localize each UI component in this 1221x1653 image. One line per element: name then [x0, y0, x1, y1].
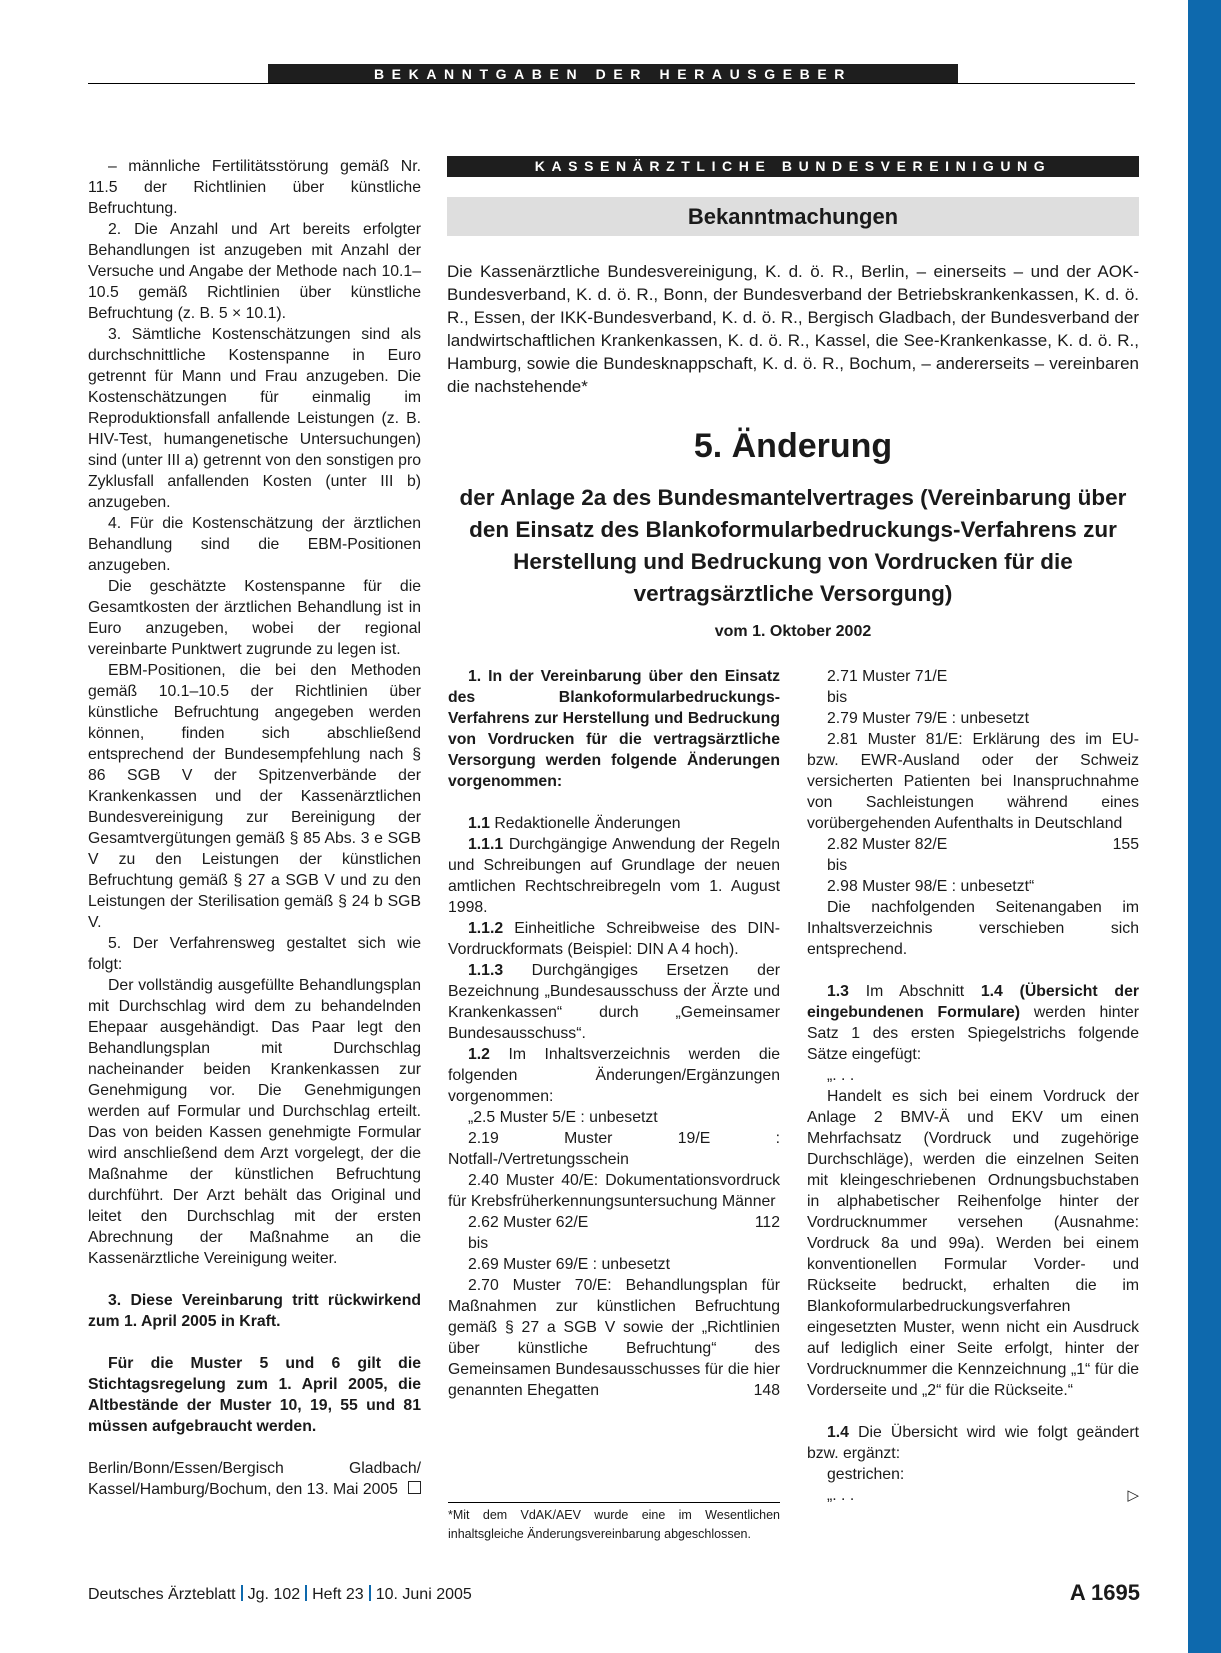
footer-separator	[305, 1585, 307, 1601]
toc-entry: „2.5 Muster 5/E : unbesetzt	[468, 1109, 658, 1126]
section-1-3: 1.3 Im Abschnitt 1.4 (Übersicht der eingebundenen Formulare) werden hinter Satz 1 des ersten Spiegelstrichs folgende Sätze eingefügt:	[807, 983, 1140, 1063]
toc-entry: 2.62 Muster 62/E	[468, 1214, 589, 1231]
middle-column	[448, 666, 780, 1401]
toc-entry: 2.98 Muster 98/E : unbesetzt“	[827, 878, 1035, 895]
quote-open: „. . .	[827, 1067, 855, 1084]
page-footer	[88, 1584, 472, 1606]
journal-volume: Jg. 102	[247, 1586, 301, 1603]
continue-arrow-icon: ▷	[1127, 1487, 1139, 1504]
toc-entry: 2.69 Muster 69/E : unbesetzt	[468, 1256, 670, 1273]
footer-separator	[369, 1585, 371, 1601]
article-date: vom 1. Oktober 2002	[714, 623, 872, 640]
section-banner: BEKANNTGABEN DER HERAUSGEBER	[268, 64, 958, 84]
toc-page-number: 155	[1112, 836, 1139, 853]
continued-line: „. . . ▷	[827, 1487, 1139, 1504]
section-1-1-3: 1.1.3 Durchgängiges Ersetzen der Bezeichnung „Bundesausschuss der Ärzte und Krankenkassen“ durch „Gemeinsamer Bundesausschuss“.	[448, 962, 780, 1042]
section-1-1: 1.1 Redaktionelle Änderungen	[468, 815, 681, 832]
lead-paragraph: 1. In der Vereinbarung über den Einsatz des Blankoformularbedruckungs-Verfahrens zur Herstellung und Bedruckung von Vordrucken für die vertragsärztliche Versorgung werden folgende Änderungen vorgenommen:	[448, 668, 780, 790]
signature-place-date: Berlin/Bonn/Essen/Bergisch Gladbach/ Kassel/Hamburg/Bochum, den 13. Mai 2005	[88, 1460, 421, 1498]
toc-entry: 2.82 Muster 82/E	[827, 836, 948, 853]
issue-date: 10. Juni 2005	[375, 1586, 472, 1603]
intro-paragraph: Die Kassenärztliche Bundesvereinigung, K. d. ö. R., Berlin, – einerseits – und der AOK-Bundesverband, K. d. ö. R., Bonn, der Bundesverband der Betriebskrankenkassen, K. d. ö. R., Essen, der IKK-Bundesverband, K. d. ö. R., Bergisch Gladbach, der Bundesverband der landwirtschaftlichen Krankenkassen, K. d. ö. R., Kassel, die See-Krankenkasse, K. d. ö. R., Hamburg, sowie die Bundesknappschaft, K. d. ö. R., Bochum, – andererseits – vereinbaren die nachstehende*	[447, 262, 1139, 396]
announcements-heading: Bekanntmachungen	[447, 197, 1139, 236]
toc-entry: bis	[468, 1235, 489, 1252]
toc-entry: 2.19 Muster 19/E : Notfall-/Vertretungsschein	[448, 1130, 780, 1168]
struck-label: gestrichen:	[827, 1466, 905, 1483]
right-column	[807, 666, 1139, 1506]
toc-page-number: 112	[754, 1214, 780, 1231]
paragraph: 5. Der Verfahrensweg gestaltet sich wie folgt:	[88, 935, 421, 973]
article-title: 5. Änderung	[693, 427, 893, 465]
section-1-2: 1.2 Im Inhaltsverzeichnis werden die folgenden Änderungen/Ergänzungen vorgenommen:	[448, 1046, 780, 1105]
paragraph: – männliche Fertilitätsstörung gemäß Nr. 11.5 der Richtlinien über künstliche Befruchtung.	[88, 158, 421, 217]
paragraph: 2. Die Anzahl und Art bereits erfolgter Behandlungen ist anzugeben mit Anzahl der Versuche und Angabe der Methode nach 10.1–10.5 gemäß Richtlinien über künstliche Befruchtung (z. B. 5 × 10.1).	[88, 221, 421, 322]
toc-entry: 2.71 Muster 71/E	[827, 668, 948, 685]
footnote-rule	[448, 1502, 780, 1503]
effective-date-paragraph: 3. Diese Vereinbarung tritt rückwirkend zum 1. April 2005 in Kraft.	[88, 1292, 421, 1330]
kbv-banner: KASSENÄRZTLICHE BUNDESVEREINIGUNG	[447, 156, 1139, 177]
journal-name: Deutsches Ärzteblatt	[88, 1586, 236, 1603]
footnote: *Mit dem VdAK/AEV wurde eine im Wesentlichen inhaltsgleiche Änderungsvereinbarung abgeschlossen.	[448, 1508, 780, 1541]
paragraph: Der vollständig ausgefüllte Behandlungsplan mit Durchschlag wird dem zu behandelnden Ehepaar ausgehändigt. Das Paar legt den Behandlungsplan mit Durchschlag nacheinander beiden Krankenkassen zur Genehmigung vor. Die Genehmigungen werden auf Formular und Durchschlag erteilt. Das von beiden Kassen genehmigte Formular wird anschließend dem Arzt vorgelegt, der die Maßnahme der künstlichen Befruchtung durchführt. Der Arzt behält das Original und leitet den Durchschlag mit der ersten Abrechnung der Maßnahme an die Kassenärztliche Vereinigung weiter.	[88, 977, 421, 1267]
paragraph: 4. Für die Kostenschätzung der ärztlichen Behandlung sind die EBM-Positionen anzugeben.	[88, 515, 421, 574]
paragraph: 3. Sämtliche Kostenschätzungen sind als durchschnittliche Kostenspanne in Euro getrennt für Mann und Frau anzugeben. Die Kostenschätzungen für einmalig im Reproduktionsfall anfallende Leistungen (z. B. HIV-Test, humangenetische Untersuchungen) sind (unter III a) getrennt von den sonstigen pro Zyklusfall anfallenden Kosten (unter III b) anzugeben.	[88, 326, 421, 511]
section-1-4: 1.4 Die Übersicht wird wie folgt geändert bzw. ergänzt:	[807, 1424, 1139, 1462]
paragraph: EBM-Positionen, die bei den Methoden gemäß 10.1–10.5 der Richtlinien über künstliche Befruchtung angegeben werden können, finden sich abschließend entsprechend der Bundesempfehlung nach § 86 SGB V der Spitzenverbände der Krankenkassen und der Kassenärztlichen Bundesvereinigung zur Bereinigung der Gesamtvergütungen gemäß § 85 Abs. 3 e SGB V zu den Leistungen der künstlichen Befruchtung gemäß § 27 a SGB V und zu den Leistungen der Sterilisation gemäß § 24 b SGB V.	[88, 662, 421, 931]
article-subtitle: der Anlage 2a des Bundesmantelvertrages (Vereinbarung über den Einsatz des Blankoformularbedruckungs-Verfahrens zur Herstellung und Bedruckung von Vordrucken für die vertragsärztliche Versorgung)	[459, 485, 1127, 606]
edge-color-bar	[1188, 0, 1221, 1653]
page-number: A 1695	[1069, 1580, 1140, 1605]
toc-page-number: 148	[753, 1382, 780, 1399]
toc-entry: 2.40 Muster 40/E: Dokumentationsvordruck für Krebsfrüherkennungsuntersuchung Männer 112	[448, 1172, 780, 1231]
toc-entry: 2.79 Muster 79/E : unbesetzt	[827, 710, 1029, 727]
paragraph: Die geschätzte Kostenspanne für die Gesamtkosten der ärztlichen Behandlung ist in Euro anzugeben, wobei der regional vereinbarte Punktwert zugrunde zu legen ist.	[88, 578, 421, 658]
end-mark-icon	[408, 1481, 421, 1494]
header-rule	[88, 83, 1135, 84]
cutoff-paragraph: Für die Muster 5 und 6 gilt die Stichtagsregelung zum 1. April 2005, die Altbestände der Muster 10, 19, 55 und 81 müssen aufgebraucht werden.	[88, 1355, 421, 1435]
quoted-text: Handelt es sich bei einem Vordruck der Anlage 2 BMV-Ä und EKV um einen Mehrfachsatz (Vordruck und zugehörige Durchschläge), werden die einzelnen Seiten mit kleingeschriebenen Ordnungsbuchstaben in alphabetischer Reihenfolge hinter der Vordrucknummer versehen (Ausnahme: Vordruck 8a und 99a). Werden bei einem konventionellen Formular Vorder- und Rückseite bedruckt, erhalten die im Blankoformularbedruckungsverfahren eingesetzten Muster, wenn nicht ein Ausdruck auf lediglich einer Seite erfolgt, hinter der Vordrucknummer die Kennzeichnung „1“ für die Vorderseite und „2“ für die Rückseite.“	[807, 1088, 1139, 1399]
toc-entry: bis	[827, 689, 848, 706]
toc-entry: 2.70 Muster 70/E: Behandlungsplan für Maßnahmen zur künstlichen Befruchtung gemäß § 27 a SGB V sowie der „Richtlinien über künstliche Befruchtung“ des Gemeinsamen Bundesausschusses für die hier genannten Ehegatten 148	[448, 1277, 780, 1399]
section-1-1-2: 1.1.2 Einheitliche Schreibweise des DIN-Vordruckformats (Beispiel: DIN A 4 hoch).	[448, 920, 780, 958]
paragraph: Die nachfolgenden Seitenangaben im Inhaltsverzeichnis verschieben sich entsprechend.	[807, 899, 1139, 958]
footer-separator	[241, 1585, 243, 1601]
section-1-1-1: 1.1.1 Durchgängige Anwendung der Regeln und Schreibungen auf Grundlage der neuen amtlichen Rechtschreibregeln vom 1. August 1998.	[448, 836, 780, 916]
left-column	[88, 156, 421, 1500]
toc-entry: bis	[827, 857, 848, 874]
journal-issue: Heft 23	[312, 1586, 364, 1603]
toc-entry: 2.81 Muster 81/E: Erklärung des im EU- bzw. EWR-Ausland oder der Schweiz versicherten Patienten bei Inanspruchnahme von Sachleistungen während eines vorübergehenden Aufenthalts in Deutschland 155	[807, 731, 1139, 853]
